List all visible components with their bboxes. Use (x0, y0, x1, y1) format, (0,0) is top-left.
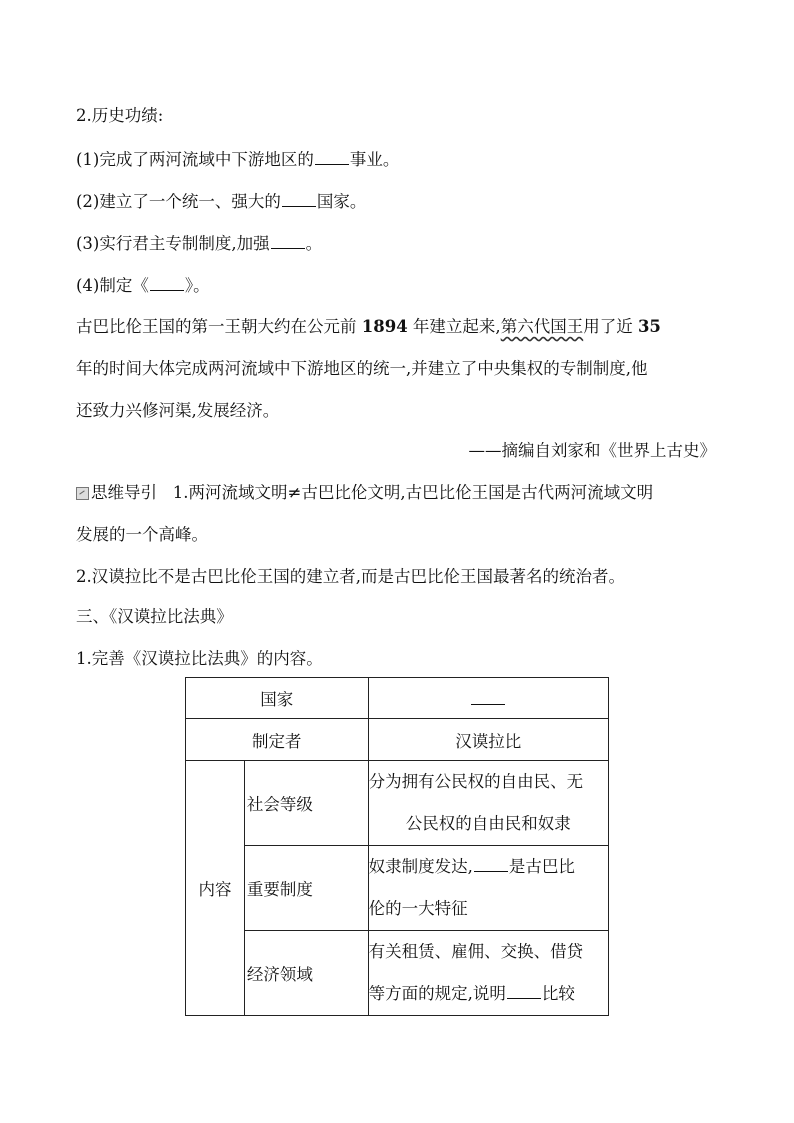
achievement-item-2: (2)建立了一个统一、强大的 国家。 (76, 192, 367, 211)
content-label: 内容 (186, 761, 245, 1016)
achievement-item-1: (1)完成了两河流域中下游地区的 事业。 (76, 150, 400, 169)
economy-line-1: 有关租赁、雇佣、交换、借贷 (368, 942, 584, 961)
material-line-3: 还致力兴修河渠,发展经济。 (76, 401, 280, 420)
social-value (368, 761, 608, 846)
material-line-2: 年的时间大体完成两河流域中下游地区的统一,并建立了中央集权的专制制度,他 (76, 359, 648, 378)
table-row (186, 719, 609, 761)
material-line-1: 古巴比伦王国的第一王朝大约在公元前 1894 年建立起来,第六代国王用了近 35 (76, 317, 661, 336)
table-row (186, 931, 609, 1016)
economy-line-2: 等方面的规定,说明 比较 (368, 984, 575, 1003)
section-task: 1.完善《汉谟拉比法典》的内容。 (76, 649, 323, 668)
guide-point-1: 思维导引 1.两河流域文明≠古巴比伦文明,古巴比伦王国是古代两河流域文明 (76, 482, 653, 504)
guide-point-2: 2.汉谟拉比不是古巴比伦王国的建立者,而是古巴比伦王国最著名的统治者。 (76, 567, 625, 586)
fill-blank[interactable] (471, 688, 505, 705)
system-line-2: 伦的一大特征 (368, 899, 468, 918)
country-value[interactable] (368, 678, 608, 719)
guide-icon (76, 487, 89, 500)
country-label: 国家 (186, 678, 369, 719)
table-row (186, 846, 609, 931)
achievements-heading: 2.历史功绩: (76, 106, 164, 125)
material-source: ——摘编自刘家和《世界上古史》 (468, 441, 716, 460)
system-label: 重要制度 (244, 846, 368, 931)
achievement-item-4: (4)制定《 》。 (76, 276, 210, 295)
fill-blank[interactable] (315, 148, 349, 165)
social-line-1: 分为拥有公民权的自由民、无 (368, 772, 584, 791)
fill-blank[interactable] (150, 274, 184, 291)
guide-label: 思维导引 (91, 483, 157, 502)
social-label: 社会等级 (244, 761, 368, 846)
economy-label: 经济领域 (244, 931, 368, 1016)
table-row (186, 678, 609, 719)
social-line-2: 公民权的自由民和奴隶 (405, 814, 571, 833)
law-content-table (185, 677, 609, 1016)
guide-point-1-cont: 发展的一个高峰。 (76, 525, 208, 544)
system-value (368, 846, 608, 931)
table-row (186, 761, 609, 846)
fill-blank[interactable] (474, 855, 508, 872)
maker-value: 汉谟拉比 (368, 719, 608, 761)
section-title: 三、《汉谟拉比法典》 (76, 607, 233, 626)
achievement-item-3: (3)实行君主专制制度,加强 。 (76, 234, 323, 253)
economy-value (368, 931, 608, 1016)
fill-blank[interactable] (507, 982, 541, 999)
maker-label: 制定者 (186, 719, 369, 761)
fill-blank[interactable] (282, 190, 316, 207)
fill-blank[interactable] (271, 232, 305, 249)
system-line-1: 奴隶制度发达, 是古巴比 (368, 857, 575, 876)
wavy-underline-text: 第六代国王 (500, 317, 584, 336)
